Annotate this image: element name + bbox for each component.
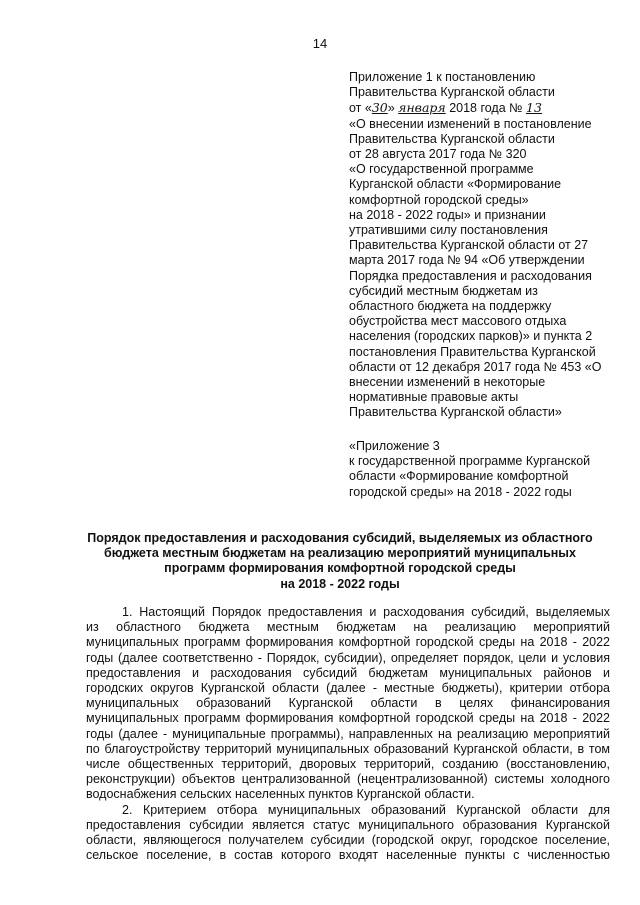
- appendix-1-line: внесении изменений в некоторые: [349, 375, 546, 390]
- appendix-1-line: обустройства мест массового отдыха: [349, 314, 567, 329]
- appendix-3-header: [349, 439, 611, 500]
- paragraph-1-line: реконструкции) объектов централизованной (нецентрализованной) системы холодного: [86, 772, 610, 787]
- appendix-1-line: марта 2017 года № 94 «Об утверждении: [349, 253, 585, 268]
- document-title: [70, 531, 610, 592]
- title-line: Порядок предоставления и расходования субсидий, выделяемых из областного: [87, 531, 593, 545]
- paragraph-1-line: муниципальных программ формирования комфортной городской среды на 2018 - 2022: [86, 635, 610, 650]
- paragraph-1-line: 1. Настоящий Порядок предоставления и расходования субсидий, выделяемых: [122, 605, 610, 619]
- appendix-1-line: населения (городских парков)» и пункта 2: [349, 329, 593, 344]
- appendix-3-line: области «Формирование комфортной: [349, 469, 569, 484]
- appendix-1-line: утратившими силу постановления: [349, 223, 548, 238]
- paragraph-2-line: 2. Критерием отбора муниципальных образований Курганской области для: [122, 802, 610, 817]
- appendix-1-line: нормативные правовые акты: [349, 390, 519, 405]
- appendix-1-line: Правительства Курганской области: [349, 131, 555, 146]
- paragraph-1-line: годы (далее - муниципальные программы), направленных на реализацию мероприятий: [86, 726, 610, 741]
- appendix-1-line: Курганской области «Формирование: [349, 177, 562, 192]
- handwritten-month: января: [398, 100, 446, 116]
- paragraph-1-line: городских округов Курганской области (далее - местные бюджеты), критерии отбора: [86, 681, 610, 696]
- date-middle: 2018 года №: [449, 101, 523, 116]
- handwritten-day: 30: [371, 100, 388, 116]
- appendix-1-date-line: [349, 100, 611, 116]
- date-sep: »: [387, 101, 395, 116]
- appendix-1-line: Правительства Курганской области»: [349, 405, 562, 420]
- appendix-1-line: постановления Правительства Курганской: [349, 344, 596, 359]
- handwritten-number: 13: [526, 100, 542, 116]
- appendix-1-line: субсидий местным бюджетам из: [349, 283, 538, 298]
- appendix-1-line: на 2018 - 2022 годы» и признании: [349, 207, 546, 222]
- appendix-1-line: Правительства Курганской области от 27: [349, 238, 589, 253]
- appendix-1-line: от 28 августа 2017 года № 320: [349, 147, 527, 162]
- appendix-3-line: к государственной программе Курганской: [349, 454, 591, 469]
- appendix-1-line: Правительства Курганской области: [349, 85, 555, 100]
- paragraph-1-line: числе общественных территорий, дворовых территорий, созданию (восстановлению,: [86, 757, 610, 772]
- paragraph-1-line: по благоустройству территорий муниципальных образований Курганской области, в том: [86, 741, 610, 756]
- paragraph-2-line: сельское поселение, в состав которого входят населенные пункты с численностью: [86, 848, 610, 863]
- title-line: программ формирования комфортной городской среды: [164, 561, 516, 576]
- paragraph-2-line: предоставления субсидии является статус муниципального образования Курганской: [86, 817, 610, 832]
- paragraph-1-line: годы (далее соответственно - Порядок, субсидии), определяет порядок, цели и условия: [86, 650, 610, 665]
- paragraph-1-line: водоснабжения сельских населенных пунктов Курганской области.: [86, 787, 475, 802]
- appendix-1-line: области от 12 декабря 2017 года № 453 «О: [349, 359, 602, 374]
- paragraph-2-line: области, являющегося получателем субсидии (городской округ, городское поселение,: [86, 833, 610, 848]
- page-number: 14: [312, 36, 328, 51]
- appendix-1-line: Приложение 1 к постановлению: [349, 70, 536, 84]
- appendix-3-line: «Приложение 3: [349, 439, 440, 453]
- appendix-1-line: «О внесении изменений в постановление: [349, 116, 592, 131]
- appendix-1-header: [349, 70, 611, 421]
- paragraph-1-line: из областного бюджета местным бюджетам на реализацию мероприятий: [86, 620, 610, 635]
- paragraph-1-line: предоставления и расходования субсидий бюджетам муниципальных районов и: [86, 665, 610, 680]
- paragraph-1-line: муниципальных образований Курганской области в целях финансирования: [86, 696, 610, 711]
- appendix-1-line: комфортной городской среды»: [349, 192, 529, 207]
- appendix-1-line: Порядка предоставления и расходования: [349, 268, 592, 283]
- date-prefix: от «: [349, 101, 372, 116]
- title-line: бюджета местным бюджетам на реализацию мероприятий муниципальных: [104, 546, 576, 561]
- appendix-1-line: областного бюджета на поддержку: [349, 299, 552, 314]
- appendix-1-line: «О государственной программе: [349, 162, 534, 177]
- body-text: [86, 605, 610, 863]
- appendix-3-line: городской среды» на 2018 - 2022 годы: [349, 484, 572, 499]
- title-line: на 2018 - 2022 годы: [280, 576, 400, 591]
- paragraph-1-line: муниципальных программ формирования комфортной городской среды на 2018 - 2022: [86, 711, 610, 726]
